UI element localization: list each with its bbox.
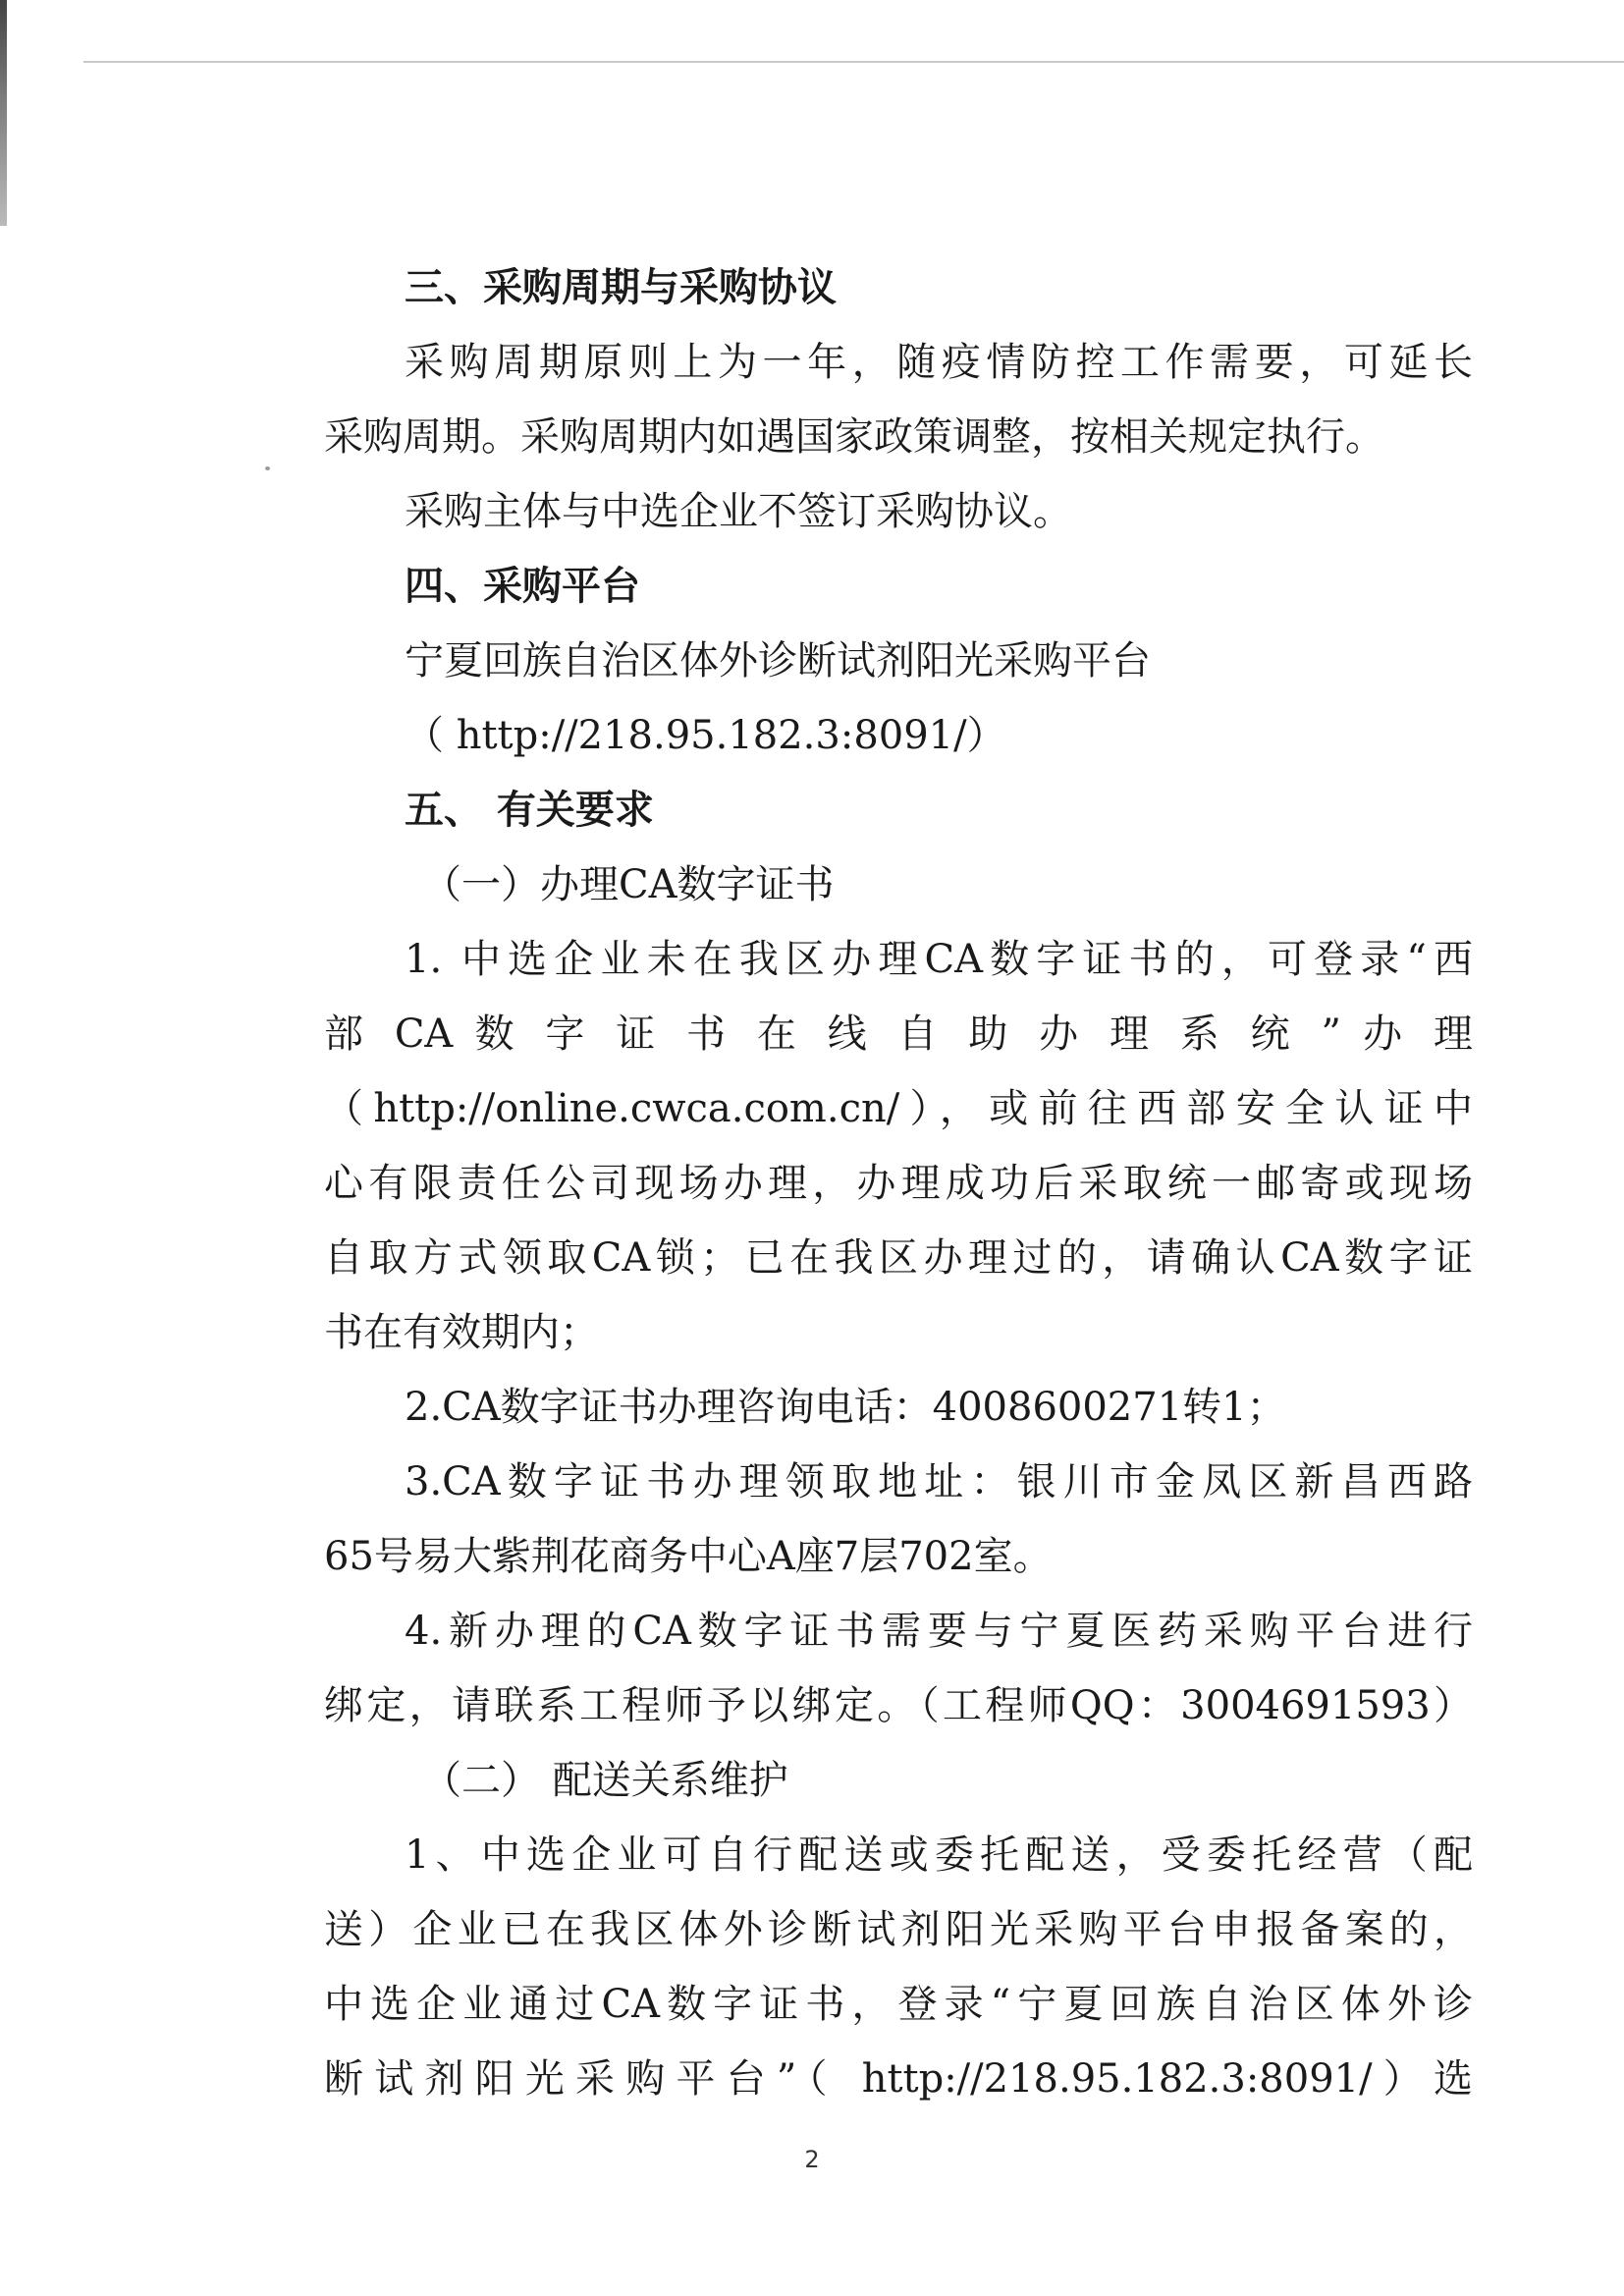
document-line: 四、采购平台 — [405, 563, 640, 609]
document-line: 1、中选企业可自行配送或委托配送，受委托经营（配 — [405, 1832, 1473, 1878]
scan-edge-shadow — [0, 0, 7, 226]
document-line: 断试剂阳光采购平台”（ http://218.95.182.3:8091/）选 — [324, 2056, 1473, 2102]
document-line: 心有限责任公司现场办理，办理成功后采取统一邮寄或现场 — [324, 1161, 1473, 1206]
document-line: 自取方式领取CA锁；已在我区办理过的，请确认CA数字证 — [324, 1235, 1473, 1281]
document-body — [324, 250, 1473, 2116]
document-line: 送）企业已在我区体外诊断试剂阳光采购平台申报备案的， — [324, 1907, 1473, 1952]
document-line: 书在有效期内； — [324, 1310, 599, 1355]
document-line: 2.CA数字证书办理咨询电话：4008600271转1； — [405, 1385, 1286, 1430]
document-line: 65号易大紫荆花商务中心A座7层702室。 — [324, 1534, 1053, 1579]
document-line: 部 CA 数 字 证 书 在 线 自 助 办 理 系 统 ” 办 理 — [324, 1011, 1473, 1057]
page-number: 2 — [804, 2146, 820, 2173]
document-line: 采购主体与中选企业不签订采购协议。 — [405, 489, 1072, 534]
document-line: 五、 有关要求 — [405, 787, 654, 833]
top-rule — [83, 61, 1624, 63]
document-line: 采购周期。采购周期内如遇国家政策调整，按相关规定执行。 — [324, 414, 1384, 460]
document-line: 4.新办理的CA数字证书需要与宁夏医药采购平台进行 — [405, 1609, 1473, 1654]
document-line: 采购周期原则上为一年，随疫情防控工作需要，可延长 — [405, 340, 1473, 385]
document-line: 中选企业通过CA数字证书，登录“宁夏回族自治区体外诊 — [324, 1982, 1473, 2027]
document-line: 三、采购周期与采购协议 — [405, 264, 837, 310]
document-line: 宁夏回族自治区体外诊断试剂阳光采购平台 — [405, 638, 1151, 683]
document-line: （二） 配送关系维护 — [422, 1758, 788, 1803]
document-line: （ http://218.95.182.3:8091/） — [405, 713, 1006, 758]
document-line: 3.CA数字证书办理领取地址：银川市金凤区新昌西路 — [405, 1459, 1473, 1504]
document-line: 1. 中选企业未在我区办理CA数字证书的，可登录“西 — [405, 937, 1473, 982]
document-line: （一）办理CA数字证书 — [422, 862, 835, 907]
scan-speck — [265, 466, 270, 470]
document-line: 绑定，请联系工程师予以绑定。（工程师QQ：3004691593） — [324, 1683, 1473, 1728]
document-line: （http://online.cwca.com.cn/），或前往西部安全认证中 — [324, 1086, 1473, 1131]
